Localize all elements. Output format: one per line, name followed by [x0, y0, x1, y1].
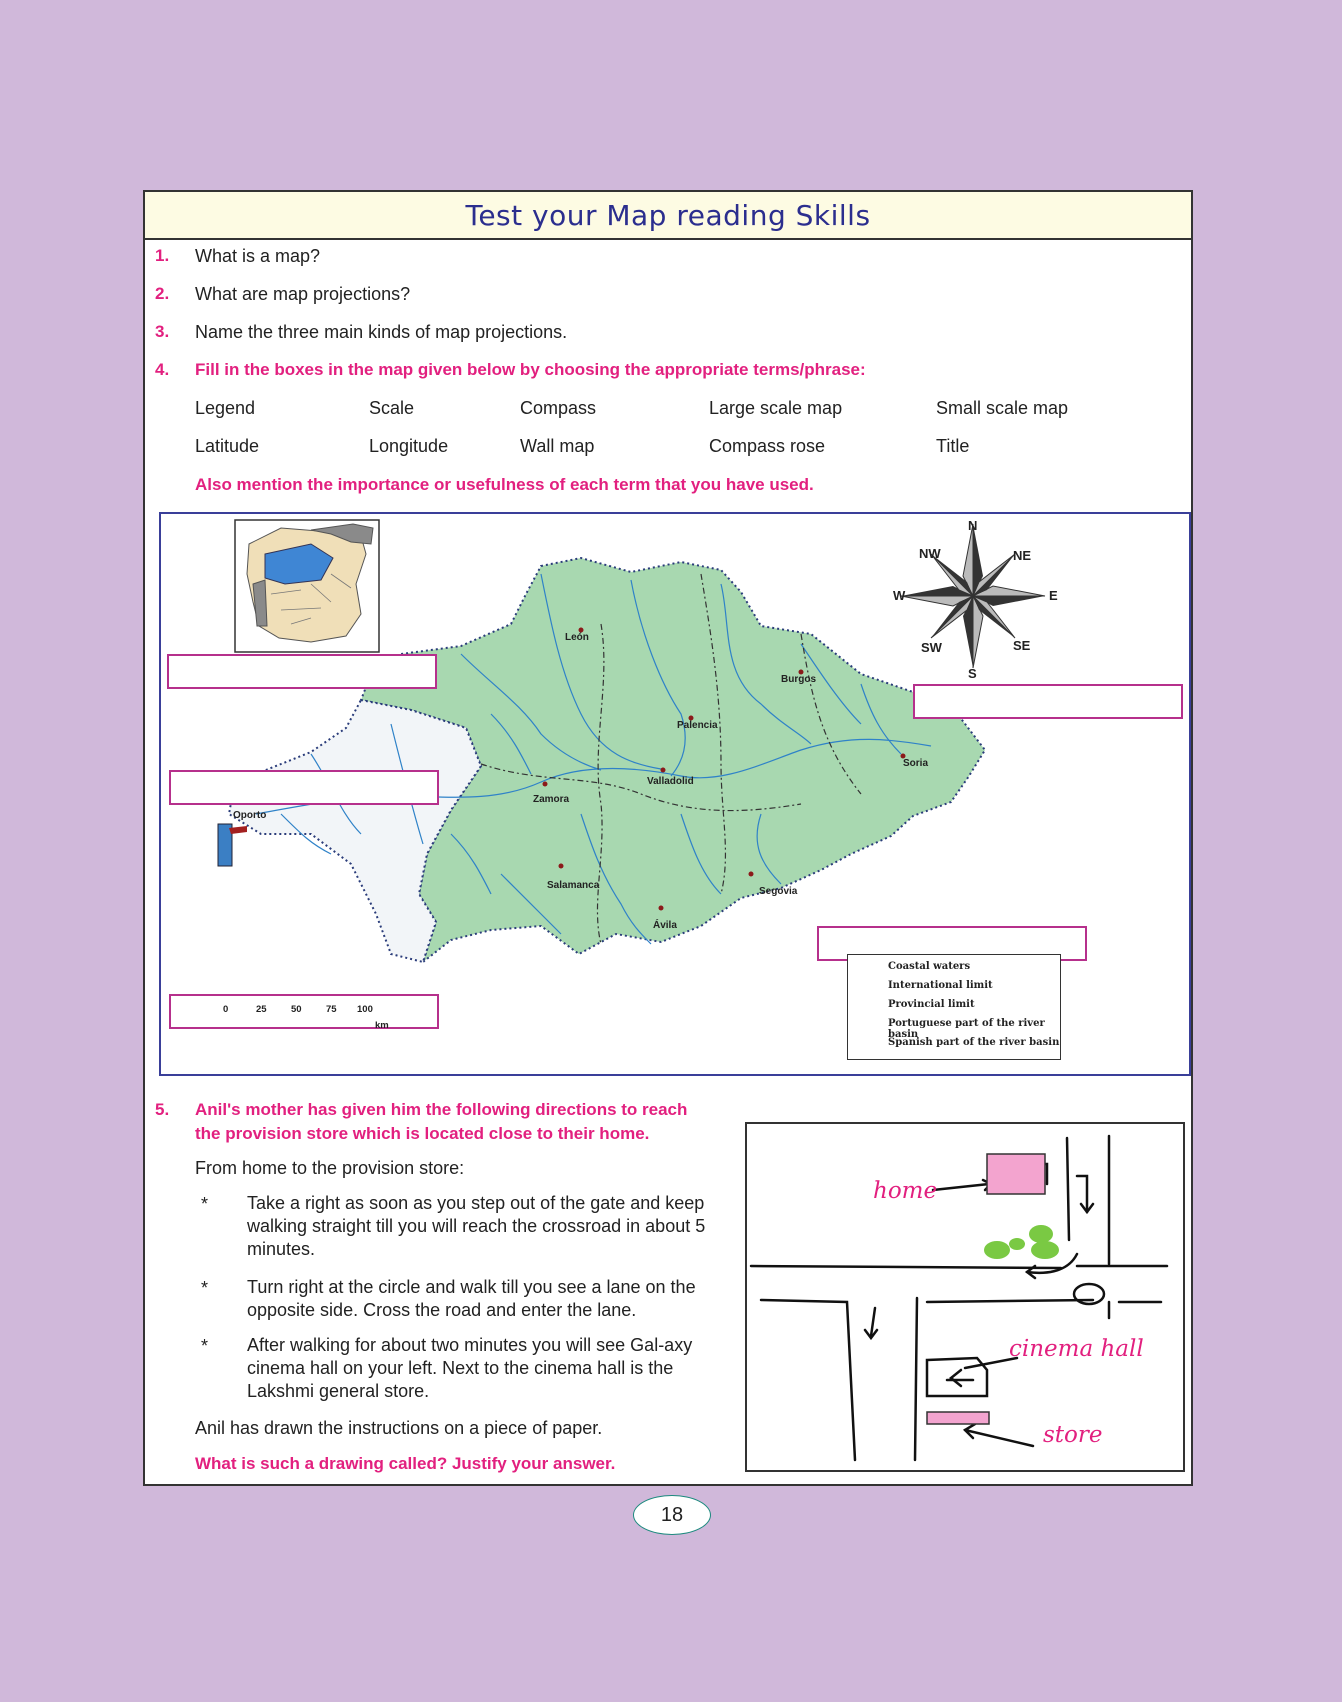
city-label: Segovia [759, 886, 798, 897]
city-label: Zamora [533, 794, 570, 805]
question-text: What are map projections? [195, 284, 411, 304]
question-text: Fill in the boxes in the map given below by choosing the appropriate terms/phrase: [195, 360, 866, 379]
legend-item: Provincial limit [888, 999, 975, 1010]
question-number: 4. [155, 360, 170, 379]
q5-question: What is such a drawing called? Justify your answer. [195, 1454, 616, 1473]
sketch-label-store: store [1043, 1422, 1103, 1448]
q4-note: Also mention the importance or usefulness of each term that you have used. [195, 475, 814, 494]
term-option: Small scale map [936, 398, 1069, 418]
city-label: Oporto [233, 810, 267, 821]
question-text: What is a map? [195, 246, 321, 266]
question-5-heading: Anil's mother has given him the following directions to reach the provision store which is located close to their home. [195, 1100, 688, 1143]
term-option: Compass rose [709, 436, 826, 456]
sketch-label-home: home [873, 1178, 938, 1204]
city-label: Burgos [781, 674, 816, 685]
legend-item: Portuguese part of the river basin [888, 1018, 1045, 1040]
scale-tick: 100 [357, 1004, 373, 1015]
term-option: Longitude [369, 436, 449, 456]
question-number: 2. [155, 284, 170, 303]
sketch-label-cinema: cinema hall [1009, 1336, 1144, 1362]
river-basin-map [159, 512, 1191, 1076]
q5-intro: From home to the provision store: [195, 1158, 465, 1178]
legend-item: Coastal waters [888, 961, 971, 972]
bullet: * [201, 1194, 209, 1214]
answer-box-3[interactable] [169, 770, 439, 805]
bullet: * [201, 1278, 209, 1298]
worksheet [143, 190, 1193, 1486]
direction-step-2: Turn right at the circle and walk till you see a lane on the opposite side. Cross the road and enter the lane. [247, 1277, 696, 1320]
question-5-number: 5. [155, 1100, 170, 1119]
term-option: Compass [520, 398, 597, 418]
term-option: Large scale map [709, 398, 843, 418]
answer-box-1[interactable] [167, 654, 437, 689]
page-number: 18 [633, 1495, 711, 1535]
city-label: Soria [903, 758, 929, 769]
scale-unit: km [375, 1020, 389, 1031]
page-title: Test your Map reading Skills [465, 199, 871, 232]
sketch-map [745, 1122, 1185, 1472]
term-option: Latitude [195, 436, 260, 456]
question-text: Name the three main kinds of map projections. [195, 322, 568, 342]
scale-tick: 50 [291, 1004, 302, 1015]
question-number: 1. [155, 246, 170, 265]
term-option: Title [936, 436, 970, 456]
sketch-drawing [747, 1124, 1183, 1470]
compass-e: E [1049, 588, 1058, 603]
answer-box-5[interactable] [169, 994, 439, 1029]
compass-se: SE [1013, 638, 1031, 653]
direction-step-3: After walking for about two minutes you will see Gal-axy cinema hall on your left. Next to the cinema hall is the Lakshmi general store. [247, 1335, 693, 1401]
scale-tick: 25 [256, 1004, 267, 1015]
legend-item: Spanish part of the river basin [888, 1037, 1060, 1048]
city-label: Palencia [677, 720, 718, 731]
compass-w: W [893, 588, 906, 603]
title-bar [145, 192, 1191, 240]
compass-n: N [968, 518, 978, 533]
compass-ne: NE [1013, 548, 1032, 563]
map-legend [847, 954, 1061, 1060]
city-label: Salamanca [547, 880, 600, 891]
compass-sw: SW [921, 640, 942, 655]
answer-box-2[interactable] [913, 684, 1183, 719]
compass-nw: NW [919, 546, 941, 561]
city-label: Valladolid [647, 776, 694, 787]
compass-s: S [968, 666, 977, 681]
scale-tick: 0 [223, 1004, 229, 1015]
bullet: * [201, 1336, 209, 1356]
direction-step-1: Take a right as soon as you step out of the gate and keep walking straight till you will reach the crossroad in about 5 minutes. [247, 1193, 706, 1259]
inset-map [235, 520, 379, 652]
term-option: Wall map [520, 436, 595, 456]
legend-item: International limit [888, 980, 993, 991]
city-label: León [565, 632, 589, 643]
scale-tick: 75 [326, 1004, 337, 1015]
term-option: Legend [195, 398, 256, 418]
q5-drawn: Anil has drawn the instructions on a piece of paper. [195, 1418, 603, 1438]
city-label: Ávila [653, 920, 677, 931]
question-number: 3. [155, 322, 170, 341]
term-option: Scale [369, 398, 415, 418]
